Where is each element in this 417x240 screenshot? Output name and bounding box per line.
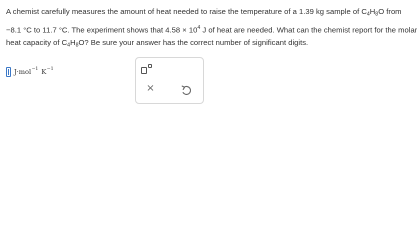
formula-subscript-hydrogen: 8 xyxy=(75,42,79,49)
close-icon: × xyxy=(146,83,155,94)
base-box-icon xyxy=(141,67,147,74)
unit-j-mol-label: J·mol xyxy=(14,67,32,76)
undo-button[interactable] xyxy=(180,82,193,95)
question-line-2-text-after: J of heat are needed. What can the chemist report for the molar xyxy=(200,25,417,34)
heat-exponent: 4 xyxy=(197,24,201,31)
question-line-1-text: A chemist carefully measures the amount of heat needed to raise the temperature of a 1.39 kg sample of C xyxy=(6,7,367,16)
answer-area xyxy=(6,64,57,79)
question-text xyxy=(6,5,417,53)
unit-k-exponent: −1 xyxy=(46,66,54,72)
answer-toolbox xyxy=(135,57,204,104)
unit-j-per-mol xyxy=(14,68,38,76)
unit-j-mol-exponent: −1 xyxy=(31,66,39,72)
formula-hydrogen: H xyxy=(70,38,76,47)
clear-button[interactable] xyxy=(144,82,157,95)
unit-k-label: K xyxy=(41,67,47,76)
superscript-template-button[interactable] xyxy=(141,63,156,74)
answer-units xyxy=(14,68,57,76)
formula-end-text: O from xyxy=(378,7,402,16)
question-line-2-text: −8.1 °C to 11.7 °C. The experiment shows that 4.58 × 10 xyxy=(6,25,198,34)
question-line-3-text-after: O? Be sure your answer has the correct number of significant digits. xyxy=(78,38,309,47)
formula-subscript-carbon: 4 xyxy=(67,42,71,49)
formula-hydrogen: H xyxy=(369,7,376,16)
unit-kelvin xyxy=(41,68,53,76)
question-line-3 xyxy=(6,36,346,53)
question-line-3-text: heat capacity of C xyxy=(6,38,68,47)
formula-subscript-carbon: 4 xyxy=(366,11,370,18)
answer-input[interactable] xyxy=(6,67,11,77)
formula-subscript-hydrogen: 8 xyxy=(375,11,379,18)
question-line-1 xyxy=(6,5,402,22)
undo-icon xyxy=(180,84,193,97)
question-line-2 xyxy=(6,22,417,37)
superscript-box-icon xyxy=(148,64,152,68)
